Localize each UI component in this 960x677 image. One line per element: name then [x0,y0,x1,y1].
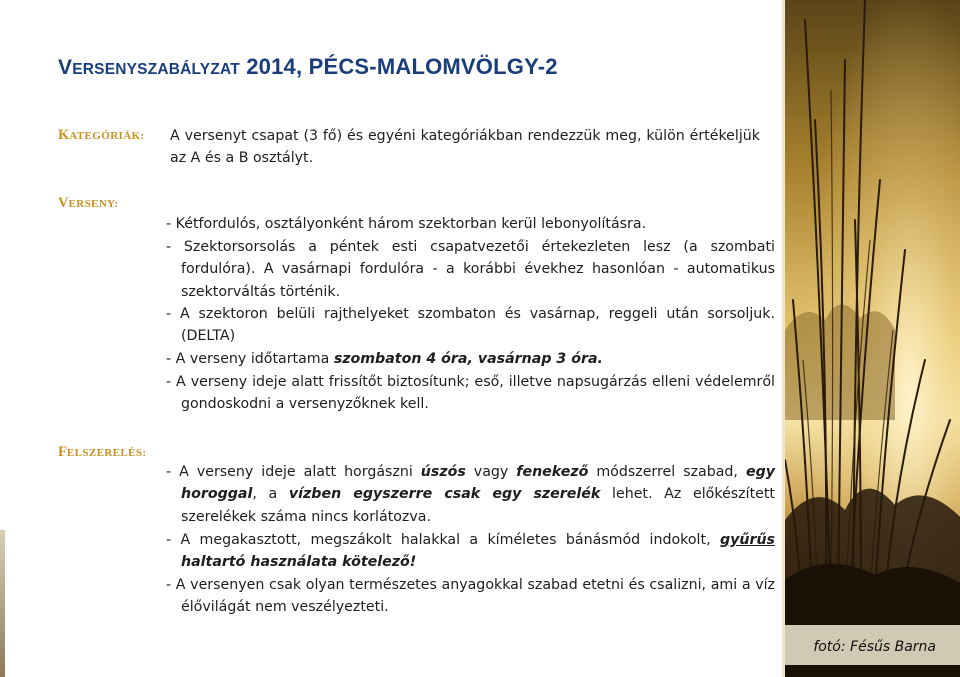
item-emphasis: egy horoggal [181,464,775,503]
left-edge-decoration [0,530,5,677]
section-label-felszereles [58,443,146,461]
label-initial: V [58,195,69,211]
title-initial: V [58,56,73,79]
item-text: lehet. Az előkészített szerelékek száma nincs korlátozva. [181,486,775,525]
item-emphasis: fenekező [516,464,589,480]
label-initial: K [58,127,70,143]
verseny-item-5: - A verseny ideje alatt frissítőt biztosítunk; eső, illetve napsugárzás elleni védelemről gondoskodni a versenyzőknek kell. [166,374,775,413]
title-main: 2014, PÉCS-MALOMVÖLGY-2 [239,54,558,79]
item-text: , a [252,486,289,503]
label-rest: ERSENY: [68,198,119,210]
section-label-kategoriak [58,126,145,144]
title-smallcaps: ERSENYSZABÁLYZAT [72,61,240,78]
verseny-item-2: - Szektorsorsolás a péntek esti csapatvezetői értekezleten lesz (a szombati fordulóra). A vasárnapi fordulóra - a korábbi évekhez hasonlóan - automatikus szektorváltás történik. [166,239,775,300]
item-text: - A verseny időtartama [166,351,334,367]
label-rest: ELSZERELÉS: [66,447,147,459]
section-label-verseny [58,194,119,212]
reed-photo [782,0,960,677]
item-emphasis: szombaton 4 óra, vasárnap 3 óra. [333,351,603,367]
item-text: - A megakasztott, megszákolt halakkal a kíméletes bánásmód indokolt, [166,532,720,548]
verseny-item-4 [166,348,775,370]
reed-photo-illustration [785,0,960,677]
item-text: módszerrel szabad, [588,464,746,480]
label-rest: ATEGÓRIÁK: [69,130,145,142]
kategoriak-text: A versenyt csapat (3 fő) és egyéni kategóriákban rendezzük meg, külön értékeljük az A és a B osztályt. [170,128,760,167]
item-emphasis-underlined: gyűrűs [719,532,775,548]
felszereles-item-1 [166,461,775,528]
verseny-item-3: - A szektoron belüli rajthelyeket szombaton és vasárnap, reggeli után sorsoljuk. (DELTA) [166,306,775,345]
page-title [58,54,558,80]
felszereles-item-3: - A versenyen csak olyan természetes anyagokkal szabad etetni és csalizni, ami a víz élővilágát nem veszélyezteti. [166,577,775,616]
felszereles-item-2 [166,529,775,574]
item-emphasis: haltartó használata kötelező! [181,554,417,571]
item-text: - A verseny ideje alatt horgászni [166,464,421,480]
label-initial: F [58,444,67,460]
item-emphasis: vízben egyszerre csak egy szerelék [288,486,601,503]
item-emphasis: úszós [420,464,466,480]
verseny-item-1: - Kétfordulós, osztályonként három szektorban kerül lebonyolításra. [166,216,647,232]
item-text: vagy [465,464,517,480]
photo-credit: fotó: Fésűs Barna [813,639,936,655]
